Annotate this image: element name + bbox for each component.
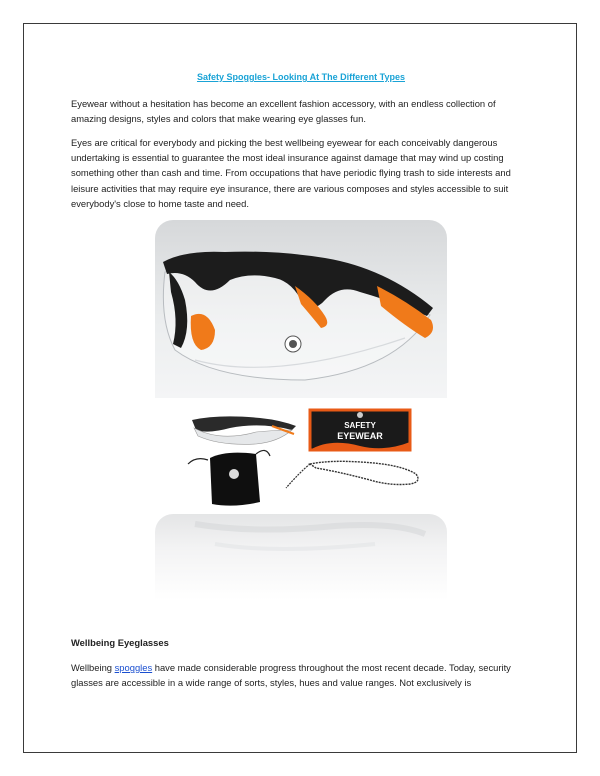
second-paragraph: Eyes are critical for everybody and picking the best wellbeing eyewear for each conceivably dangerous undertaking is essential to guarantee the most ideal insurance against damage that may wind up costing something other than cash and time. From occupations that have periodic flying trash to side interests and leisure activities that may require eye insurance, there are various composes and styles accessible to suit everybody's close to home taste and need. — [71, 137, 511, 209]
spoggles-link[interactable]: spoggles — [114, 662, 153, 673]
third-paragraph — [71, 660, 533, 690]
third-paragraph-rest: have made considerable progress throughout the most recent decade. Today, security glasses are accessible in a wide range of sorts, styles, hues and value ranges. Not exclusively is — [71, 662, 511, 689]
third-paragraph-lead: Wellbeing — [71, 662, 115, 673]
package-contents-photo — [160, 402, 442, 510]
box-label-bottom: EYEWEAR — [337, 431, 383, 441]
package-contents-illustration — [160, 402, 442, 510]
document-title-link[interactable]: Safety Spoggles- Looking At The Different Types — [196, 72, 406, 82]
section-heading: Wellbeing Eyeglasses — [71, 637, 169, 648]
intro-paragraph: Eyewear without a hesitation has become an excellent fashion accessory, with an endless collection of amazing designs, styles and colors that make wearing eye glasses fun. — [71, 98, 496, 125]
glasses-closeup-photo — [155, 220, 447, 398]
product-image — [155, 220, 447, 512]
reflection-illustration — [155, 514, 447, 600]
glasses-closeup-illustration — [155, 220, 447, 398]
product-image-reflection — [155, 514, 447, 600]
box-label-top: SAFETY — [344, 421, 376, 430]
